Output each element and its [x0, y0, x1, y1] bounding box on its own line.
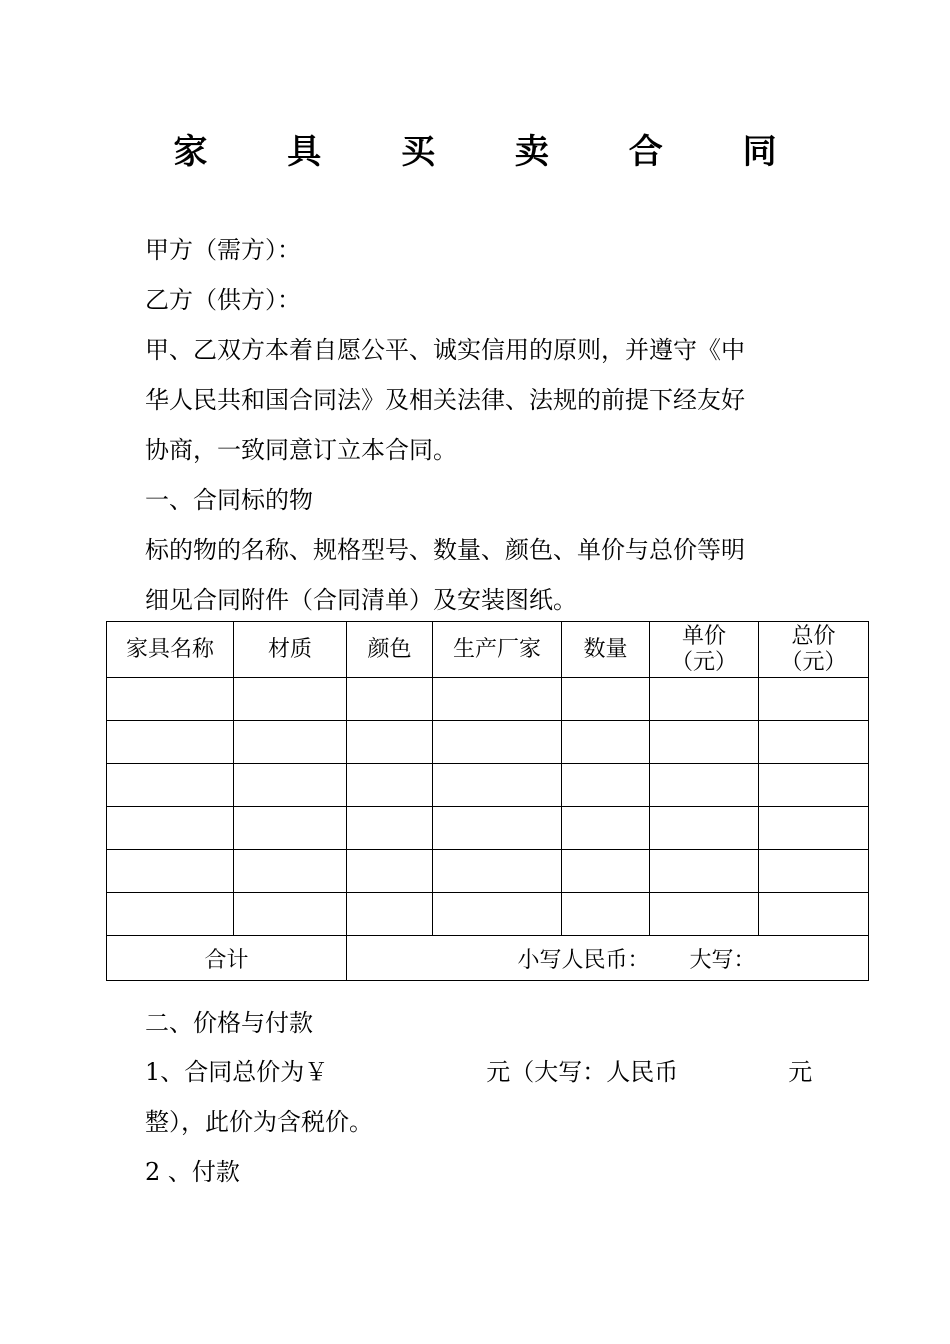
table-cell[interactable]	[107, 678, 234, 721]
section1-heading: 一、合同标的物	[145, 486, 313, 514]
intro-line-3: 协商，一致同意订立本合同。	[145, 436, 457, 464]
table-cell[interactable]	[347, 807, 433, 850]
table-cell[interactable]	[433, 850, 562, 893]
clause1-middle: 元（大写：人民币	[486, 1058, 679, 1086]
header-total-price-line1: 总价	[791, 623, 836, 649]
table-row	[107, 764, 869, 807]
table-cell[interactable]	[562, 893, 650, 936]
section1-text-1: 标的物的名称、规格型号、数量、颜色、单价与总价等明	[145, 536, 745, 564]
table-cell[interactable]	[433, 721, 562, 764]
clause1-end: 元	[788, 1058, 813, 1086]
party-b-label: 乙方（供方）：	[145, 286, 301, 314]
table-cell[interactable]	[562, 721, 650, 764]
table-cell[interactable]	[433, 764, 562, 807]
table-row	[107, 850, 869, 893]
table-cell[interactable]	[107, 850, 234, 893]
table-cell[interactable]	[107, 721, 234, 764]
table-row	[107, 807, 869, 850]
table-cell[interactable]	[759, 850, 869, 893]
clause1-line1	[145, 1056, 812, 1088]
table-row	[107, 893, 869, 936]
items-table	[106, 621, 869, 981]
table-cell[interactable]	[759, 764, 869, 807]
table-cell[interactable]	[650, 893, 759, 936]
header-manufacturer: 生产厂家	[433, 622, 562, 678]
table-cell[interactable]	[433, 807, 562, 850]
header-unit-price-line1: 单价	[681, 623, 726, 649]
table-cell[interactable]	[759, 893, 869, 936]
table-cell[interactable]	[562, 678, 650, 721]
section2-heading: 二、价格与付款	[145, 1009, 313, 1037]
table-cell[interactable]	[433, 893, 562, 936]
table-row	[107, 678, 869, 721]
uppercase-amount-label: 大写：	[650, 936, 869, 981]
table-cell[interactable]	[562, 850, 650, 893]
table-cell[interactable]	[234, 764, 347, 807]
table-cell[interactable]	[107, 893, 234, 936]
header-material: 材质	[234, 622, 347, 678]
table-cell[interactable]	[347, 850, 433, 893]
total-label: 合计	[107, 936, 347, 981]
intro-line-1: 甲、乙双方本着自愿公平、诚实信用的原则，并遵守《中	[145, 336, 745, 364]
document-title: 家 具 买 卖 合 同	[173, 132, 811, 172]
table-cell[interactable]	[234, 678, 347, 721]
table-cell[interactable]	[347, 678, 433, 721]
table-cell[interactable]	[759, 807, 869, 850]
header-unit-price-line2: （元）	[670, 649, 737, 675]
header-total-price-line2: （元）	[780, 649, 847, 675]
table-cell[interactable]	[650, 721, 759, 764]
lowercase-amount-label: 小写人民币：	[347, 936, 650, 981]
table-cell[interactable]	[234, 807, 347, 850]
table-cell[interactable]	[562, 764, 650, 807]
table-cell[interactable]	[234, 850, 347, 893]
table-cell[interactable]	[107, 807, 234, 850]
party-a-label: 甲方（需方）：	[145, 236, 301, 264]
header-color: 颜色	[347, 622, 433, 678]
clause2-payment: 2 、付款	[145, 1158, 240, 1186]
table-total-row	[107, 936, 869, 981]
table-row	[107, 721, 869, 764]
table-cell[interactable]	[650, 678, 759, 721]
section1-text-2: 细见合同附件（合同清单）及安装图纸。	[145, 586, 577, 614]
clause1-start: 1、合同总价为￥	[145, 1058, 329, 1086]
table-cell[interactable]	[650, 807, 759, 850]
table-cell[interactable]	[759, 721, 869, 764]
intro-line-2: 华人民共和国合同法》及相关法律、法规的前提下经友好	[145, 386, 745, 414]
table-cell[interactable]	[650, 850, 759, 893]
header-quantity: 数量	[562, 622, 650, 678]
table-header-row	[107, 622, 869, 678]
table-cell[interactable]	[347, 764, 433, 807]
table-cell[interactable]	[234, 721, 347, 764]
table-cell[interactable]	[234, 893, 347, 936]
table-cell[interactable]	[433, 678, 562, 721]
clause1-line2: 整），此价为含税价。	[145, 1108, 373, 1136]
table-cell[interactable]	[347, 893, 433, 936]
header-unit-price	[650, 622, 759, 678]
table-cell[interactable]	[650, 764, 759, 807]
header-furniture-name: 家具名称	[107, 622, 234, 678]
table-cell[interactable]	[107, 764, 234, 807]
header-total-price	[759, 622, 869, 678]
table-cell[interactable]	[347, 721, 433, 764]
table-cell[interactable]	[759, 678, 869, 721]
table-cell[interactable]	[562, 807, 650, 850]
